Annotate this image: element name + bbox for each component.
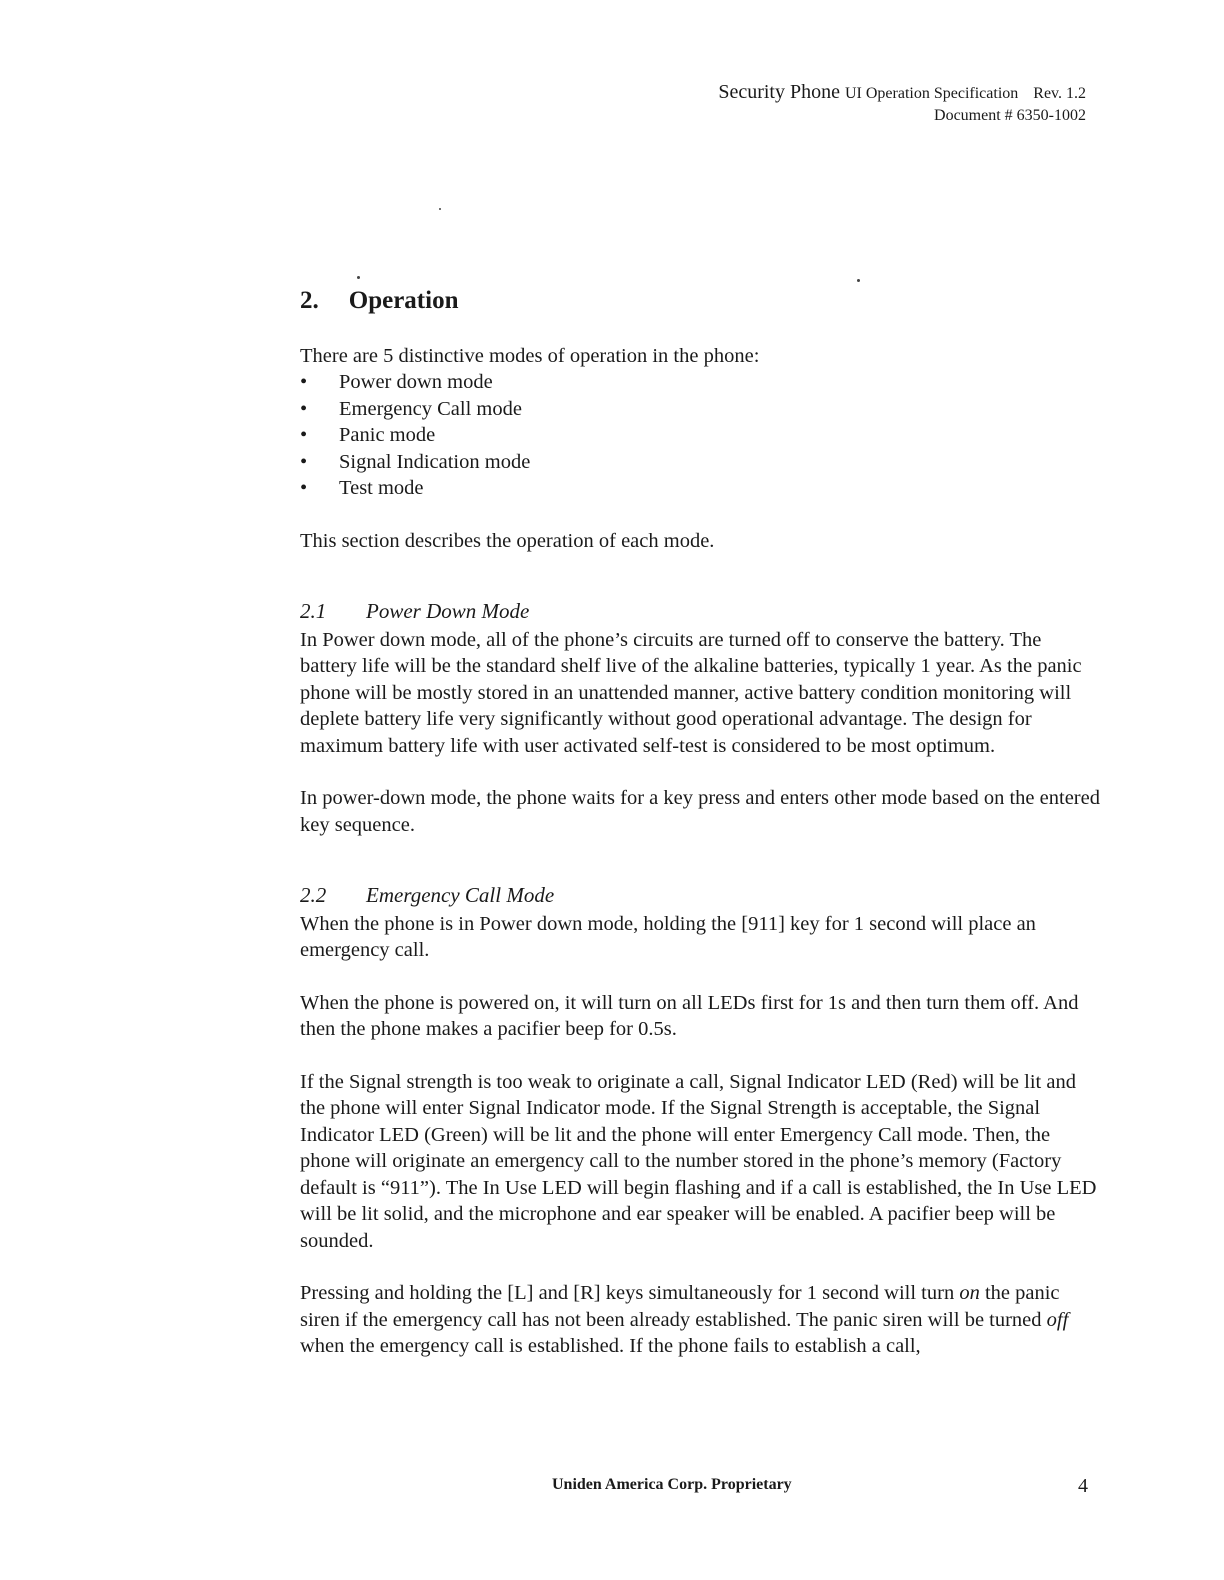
scan-speck bbox=[357, 276, 360, 279]
scan-speck bbox=[857, 279, 860, 282]
header-document-number: Document # 6350-1002 bbox=[934, 107, 1086, 124]
modes-list bbox=[300, 369, 1100, 502]
list-item: • Power down mode bbox=[300, 371, 493, 393]
section-closing: This section describes the operation of each mode. bbox=[300, 529, 715, 552]
subsection-number: 2.1 bbox=[300, 599, 327, 623]
subsection-heading bbox=[300, 882, 1100, 909]
paragraph: In power-down mode, the phone waits for a key press and enters other mode based on the entered key sequence. bbox=[300, 787, 1100, 836]
list-item: • Emergency Call mode bbox=[300, 397, 522, 420]
list-item: • Panic mode bbox=[300, 424, 436, 446]
section-title: Operation bbox=[348, 287, 459, 314]
paragraph: When the phone is powered on, it will turn on all LEDs first for 1s and then turn them off. And then the phone makes a pacifier beep for 0.5s. bbox=[300, 991, 1079, 1040]
page-header bbox=[718, 80, 1086, 126]
subsection-title: Emergency Call Mode bbox=[366, 883, 555, 907]
footer-proprietary: Uniden America Corp. Proprietary bbox=[552, 1476, 792, 1493]
section-intro: There are 5 distinctive modes of operation in the phone: bbox=[300, 344, 760, 367]
subsection-title: Power Down Mode bbox=[366, 599, 530, 623]
paragraph: When the phone is in Power down mode, holding the [911] key for 1 second will place an emergency call. bbox=[300, 912, 1036, 961]
header-title bbox=[718, 80, 1086, 106]
page-number: 4 bbox=[1078, 1475, 1088, 1497]
header-title-large: Security Phone bbox=[718, 81, 840, 103]
list-item: • Signal Indication mode bbox=[300, 450, 531, 473]
paragraph: In Power down mode, all of the phone’s circuits are turned off to conserve the battery. The battery life will be the standard shelf live of the alkaline batteries, typically 1 year. As the panic phone will be mostly stored in an unattended manner, active battery condition monitoring will deplete battery life very significantly without good operational advantage. The design for maximum battery life with user activated self-test is considered to be most optimum. bbox=[300, 628, 1082, 757]
paragraph: Pressing and holding the [L] and [R] keys simultaneously for 1 second will turn on the panic siren if the emergency call has not been already established. The panic siren will be turned off when the emergency call is established. If the phone fails to establish a call, bbox=[300, 1282, 1069, 1357]
paragraph: If the Signal strength is too weak to originate a call, Signal Indicator LED (Red) will be lit and the phone will enter Signal Indicator mode. If the Signal Strength is acceptable, the Signal Indicator LED (Green) will be lit and the phone will enter Emergency Call mode. Then, the phone will originate an emergency call to the number stored in the phone’s memory (Factory default is “911”). The In Use LED will begin flashing and if a call is established, the In Use LED will be lit solid, and the microphone and ear speaker will be enabled. A pacifier beep will be sounded. bbox=[300, 1070, 1097, 1252]
document-body bbox=[300, 288, 1100, 1360]
header-revision: Rev. 1.2 bbox=[1033, 85, 1086, 102]
header-title-small: UI Operation Specification bbox=[844, 85, 1019, 102]
list-item: • Test mode bbox=[300, 477, 424, 499]
scan-speck bbox=[439, 208, 441, 210]
section-number: 2. bbox=[300, 287, 319, 314]
subsection-heading bbox=[300, 598, 1100, 625]
subsection-number: 2.2 bbox=[300, 883, 327, 907]
section-heading bbox=[300, 288, 1100, 315]
